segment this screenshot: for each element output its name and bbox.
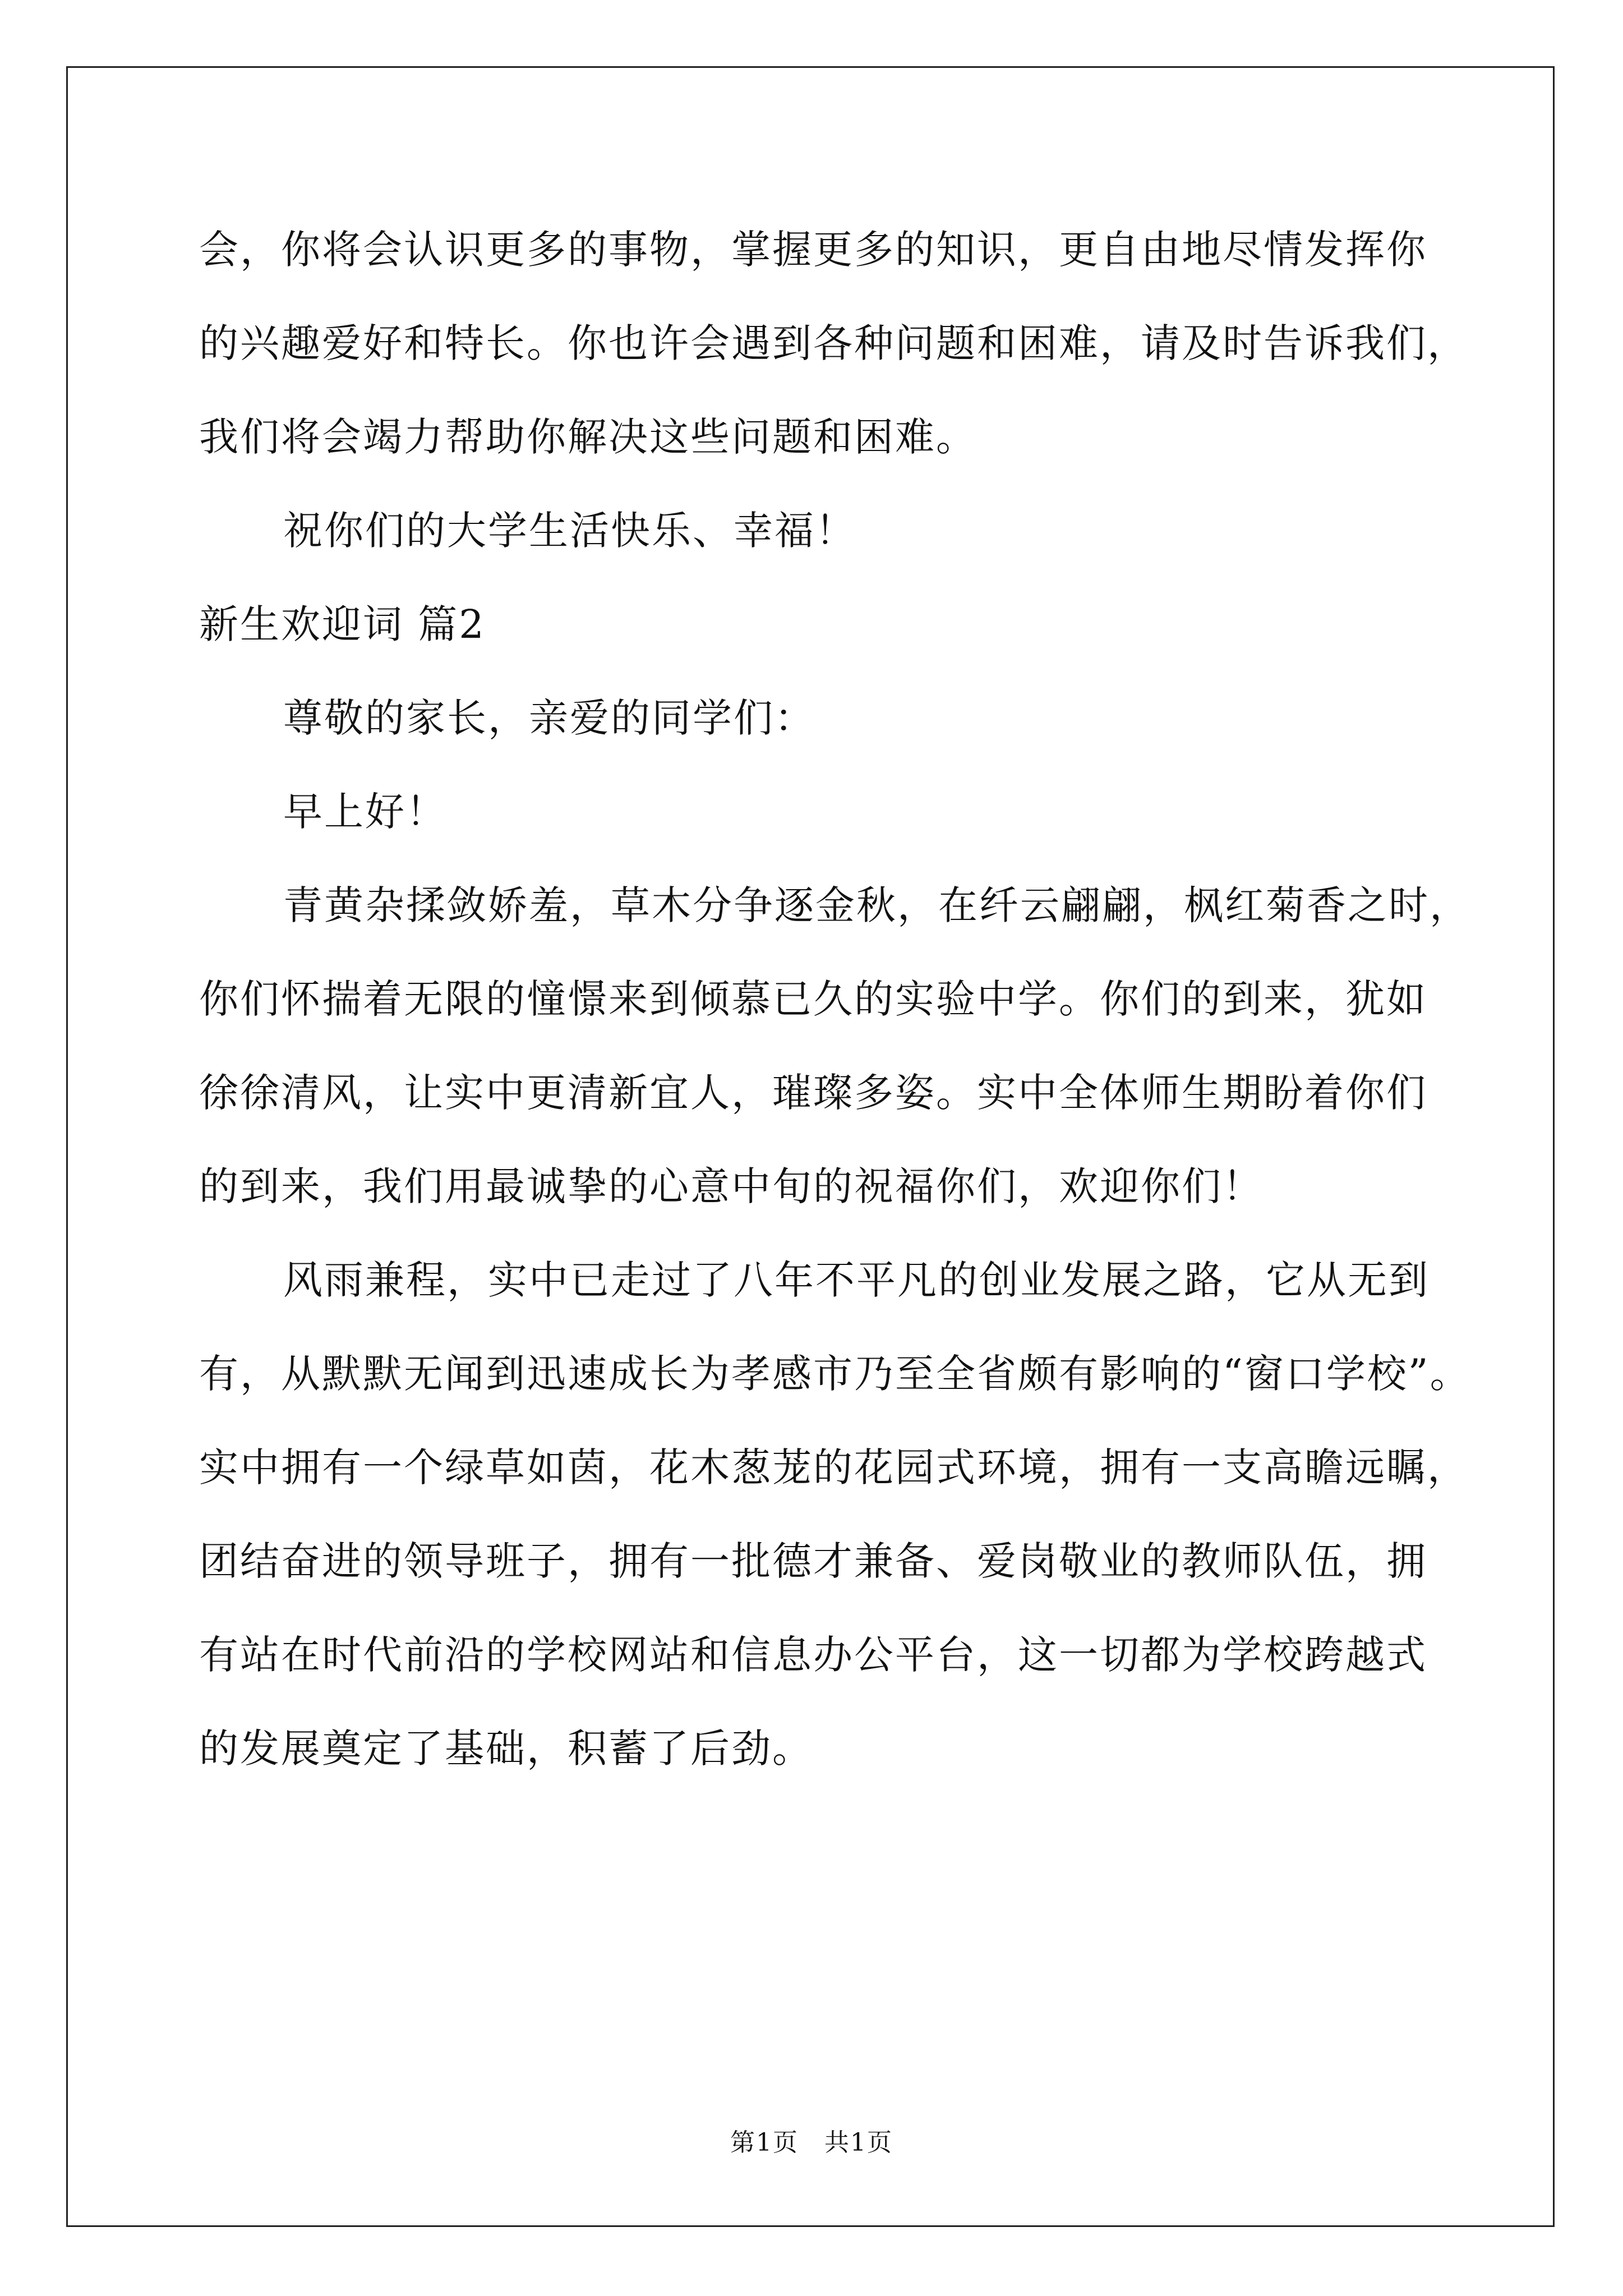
body-line-16: 有站在时代前沿的学校网站和信息办公平台，这一切都为学校跨越式 <box>199 1632 1427 1678</box>
body-line-1: 会，你将会认识更多的事物，掌握更多的知识，更自由地尽情发挥你 <box>199 227 1427 273</box>
page-footer: 第1页 共1页 <box>730 2128 893 2157</box>
section-heading: 新生欢迎词 篇2 <box>199 601 486 647</box>
greeting-paragraph: 早上好！ <box>283 789 447 835</box>
body-line-3: 我们将会竭力帮助你解决这些问题和困难。 <box>199 414 977 460</box>
closing-wish-paragraph: 祝你们的大学生活快乐、幸福！ <box>283 508 856 554</box>
body-line-10: 徐徐清风，让实中更清新宜人，璀璨多姿。实中全体师生期盼着你们 <box>199 1070 1427 1116</box>
body-line-15: 团结奋进的领导班子，拥有一批德才兼备、爱岗敬业的教师队伍，拥 <box>199 1538 1427 1584</box>
body-line-14: 实中拥有一个绿草如茵，花木葱茏的花园式环境，拥有一支高瞻远瞩， <box>199 1444 1468 1490</box>
body-line-2: 的兴趣爱好和特长。你也许会遇到各种问题和困难，请及时告诉我们， <box>199 320 1468 366</box>
body-line-17: 的发展奠定了基础，积蓄了后劲。 <box>199 1726 813 1772</box>
body-line-8: 青黄杂揉敛娇羞，草木分争逐金秋，在纤云翩翩，枫红菊香之时， <box>283 882 1470 928</box>
body-line-11: 的到来，我们用最诚挚的心意中旬的祝福你们，欢迎你们！ <box>199 1163 1264 1209</box>
page-border <box>66 66 1555 2227</box>
body-line-12: 风雨兼程，实中已走过了八年不平凡的创业发展之路，它从无到 <box>283 1257 1430 1303</box>
body-line-9: 你们怀揣着无限的憧憬来到倾慕已久的实验中学。你们的到来，犹如 <box>199 976 1427 1022</box>
salutation-paragraph: 尊敬的家长，亲爱的同学们： <box>283 695 815 741</box>
body-line-13: 有，从默默无闻到迅速成长为孝感市乃至全省颇有影响的“窗口学校”。 <box>199 1351 1471 1397</box>
